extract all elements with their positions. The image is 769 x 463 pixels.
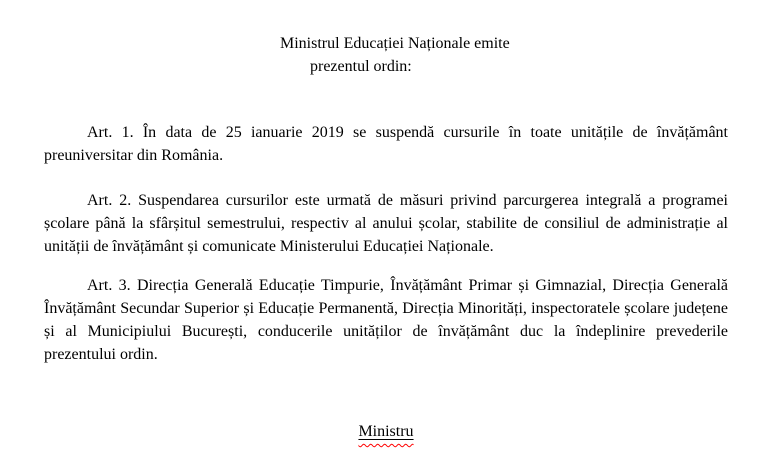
- article-1-paragraph: Art. 1. În data de 25 ianuarie 2019 se suspendă cursurile în toate unitățile de învățământ preuniversitar din România.: [44, 124, 728, 164]
- article-3-paragraph: Art. 3. Direcția Generală Educație Timpurie, Învățământ Primar și Gimnazial, Direcția Generală Învățământ Secundar Superior și Educație Permanentă, Direcția Minorități, inspectoratele școlare județene și al Municipiului București, conducerile unităților de învățământ duc la îndeplinire prevederile prezentului ordin.: [44, 277, 728, 363]
- minister-signature-label: Ministru: [358, 423, 414, 440]
- document-title: [44, 32, 728, 78]
- article-2-paragraph: Art. 2. Suspendarea cursurilor este urmată de măsuri privind parcurgerea integrală a programei școlare până la sfârșitul semestrului, respectiv al anului școlar, stabilite de consiliul de administrație al unității de învățământ și comunicate Ministerului Educației Naționale.: [44, 192, 728, 255]
- document-title-line-1: Ministrul Educației Naționale emite: [280, 35, 510, 52]
- document-title-line-2: prezentul ordin:: [310, 58, 412, 75]
- spellcheck-wavy-underline: [358, 423, 413, 440]
- signature-block: [44, 420, 728, 443]
